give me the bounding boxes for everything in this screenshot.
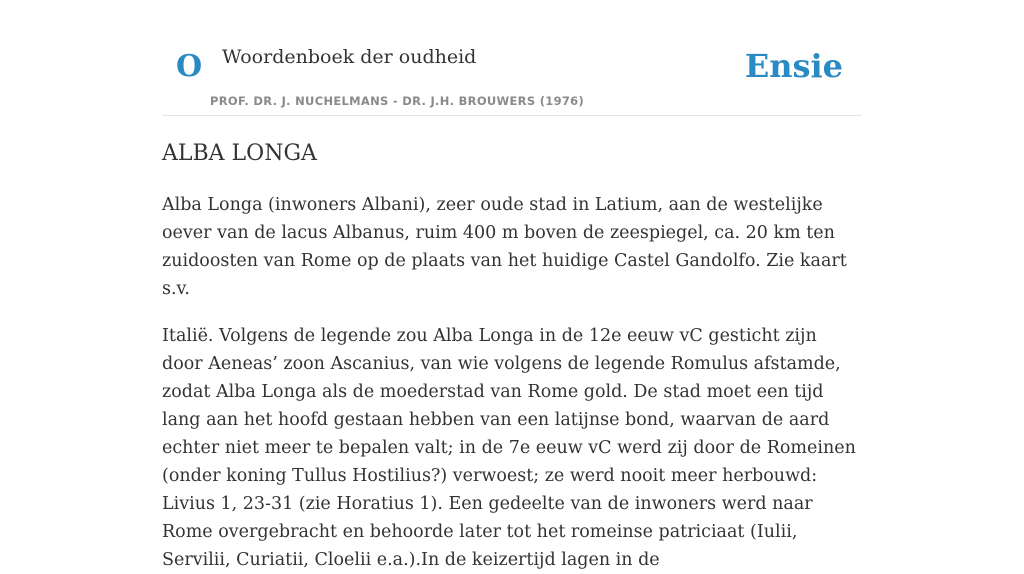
book-authors: PROF. DR. J. NUCHELMANS - DR. J.H. BROUWERS (1976) bbox=[210, 94, 585, 108]
entry-paragraph-2: Italië. Volgens de legende zou Alba Longa in de 12e eeuw vC gesticht zijn door Aeneas’ zoon Ascanius, van wie volgens de legende Romulus afstamde, zodat Alba Longa als de moederstad van Rome gold. De stad moet een tijd lang aan het hoofd gestaan hebben van een latijnse bond, waarvan de aard echter niet meer te bepalen valt; in de 7e eeuw vC werd zij door de Romeinen (onder koning Tullus Hostilius?) verwoest; ze werd nooit meer herbouwd: Livius 1, 23-31 (zie Horatius 1). Een gedeelte van de inwoners werd naar Rome overgebracht en behoorde later tot het romeinse patriciaat (Iulii, Servilii, Curiatii, Cloelii e.a.).In de keizertijd lagen in de bbox=[162, 326, 856, 571]
dictionary-logo-icon[interactable]: O bbox=[176, 49, 203, 84]
site-header bbox=[162, 0, 862, 116]
entry-paragraph-1: Alba Longa (inwoners Albani), zeer oude stad in Latium, aan de westelijke oever van de lacus Albanus, ruim 400 m boven de zeespiegel, ca. 20 km ten zuidoosten van Rome op de plaats van het huidige Castel Gandolfo. Zie kaart s.v. bbox=[162, 195, 847, 300]
entry-title: ALBA LONGA bbox=[162, 141, 317, 166]
ensie-logo[interactable]: Ensie bbox=[744, 47, 843, 85]
book-title-link[interactable]: Woordenboek der oudheid bbox=[222, 46, 477, 68]
page-container bbox=[162, 0, 862, 574]
